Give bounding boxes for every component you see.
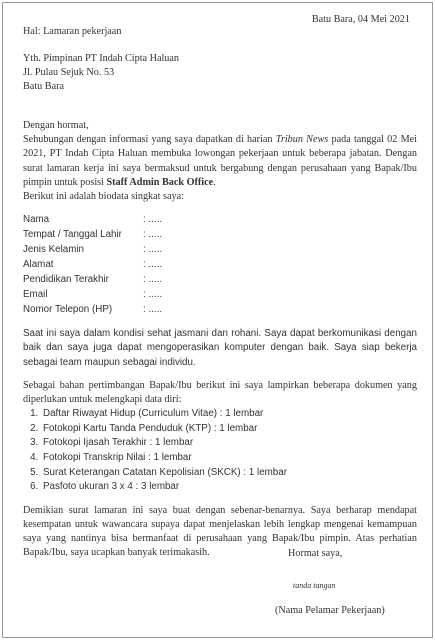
attachment-item: 2. Fotokopi Kartu Tanda Penduduk (KTP) : 1 lembar [41,422,417,437]
bio-value: : ..... [143,304,163,316]
bio-value: : ..... [143,274,163,286]
intro-paragraph [23,133,417,190]
signature: tanda tangan [293,581,336,590]
attachment-item: 5. Surat Keterangan Catatan Kepolisian (SKCK) : 1 lembar [41,466,417,481]
letter-page [2,2,433,638]
bio-row [23,303,417,318]
bio-intro: Berikut ini adalah biodata singkat saya: [23,191,184,203]
subject-line: Hal: Lamaran pekerjaan [23,26,122,37]
bio-value: : ..... [143,214,163,226]
bio-row [23,213,417,228]
bio-row [23,258,417,273]
recipient-line-2: Jl. Pulau Sejuk No. 53 [23,67,115,79]
intro-text-2: pada tanggal 02 Mei 2021, PT Indah Cipta Haluan membuka lowongan pekerjaan untuk beberapa jabatan. Dengan surat lamaran kerja ini saya bermaksud untuk bergabung dengan perusahaan yang Bapak/Ibu pimpin untuk posisi [23,134,417,188]
condition-paragraph: Saat ini saya dalam kondisi sehat jasmani dan rohani. Saya dapat berkomunikasi dengan baik dan saya juga dapat mengoperasikan komputer dengan baik. Saya siap bekerja sebagai team maupun sebagai individu. [23,328,417,368]
place-date: Batu Bara, 04 Mei 2021 [311,14,410,25]
closing-salutation: Hormat saya, [288,548,343,559]
bio-label: Jenis Kelamin [23,244,84,256]
bio-value: : ..... [143,244,163,256]
recipient-line-1: Yth. Pimpinan PT Indah Cipta Haluan [23,53,180,64]
recipient-line-3: Batu Bara [23,81,65,93]
bio-row [23,243,417,258]
recipient-address [23,52,179,95]
bio-value: : ..... [143,289,163,301]
bio-label: Nama [23,214,50,226]
greeting: Dengan hormat, [23,120,89,131]
bio-row [23,273,417,288]
attachment-item: 1. Daftar Riwayat Hidup (Curriculum Vitae) : 1 lembar [41,407,417,422]
attachment-item: 4. Fotokopi Transkrip Nilai : 1 lembar [41,451,417,466]
bio-table [23,213,417,318]
bio-value: : ..... [143,229,163,241]
bio-label: Nomor Telepon (HP) [23,304,113,316]
closing-paragraph: Demikian surat lamaran ini saya buat dengan sebenar-benarnya. Saya berharap mendapat kesempatan untuk wawancara supaya dapat menjelaskan lebih lengkap mengenai kemampuan saya yang nantinya bisa bermanfaat di perusahaan yang Bapak/Ibu pimpin. Atas perhatian Bapak/Ibu, saya ucapkan banyak terimakasih. [23,504,417,559]
signer-name: (Nama Pelamar Pekerjaan) [275,605,385,616]
intro-text-3: . [213,176,216,188]
attachment-item: 3. Fotokopi Ijasah Terakhir : 1 lembar [41,436,417,451]
letter-body [23,119,417,561]
bio-label: Email [23,289,48,301]
bio-label: Tempat / Tanggal Lahir [23,229,122,241]
bio-label: Pendidikan Terakhir [23,274,109,286]
attachment-item: 6. Pasfoto ukuran 3 x 4 : 3 lembar [41,480,417,495]
attachments-intro: Sebagai bahan pertimbangan Bapak/Ibu berikut ini saya lampirkan beberapa dokumen yang diperlukan untuk melengkapi data diri: [23,379,417,406]
bio-label: Alamat [23,259,54,271]
news-source: Tribun News [275,134,329,146]
bio-row [23,228,417,243]
bio-row [23,288,417,303]
intro-text-1: Sehubungan dengan informasi yang saya dapatkan di harian [23,134,276,146]
position-title: Staff Admin Back Office [106,176,214,188]
bio-value: : ..... [143,259,163,271]
attachment-list [23,407,417,495]
